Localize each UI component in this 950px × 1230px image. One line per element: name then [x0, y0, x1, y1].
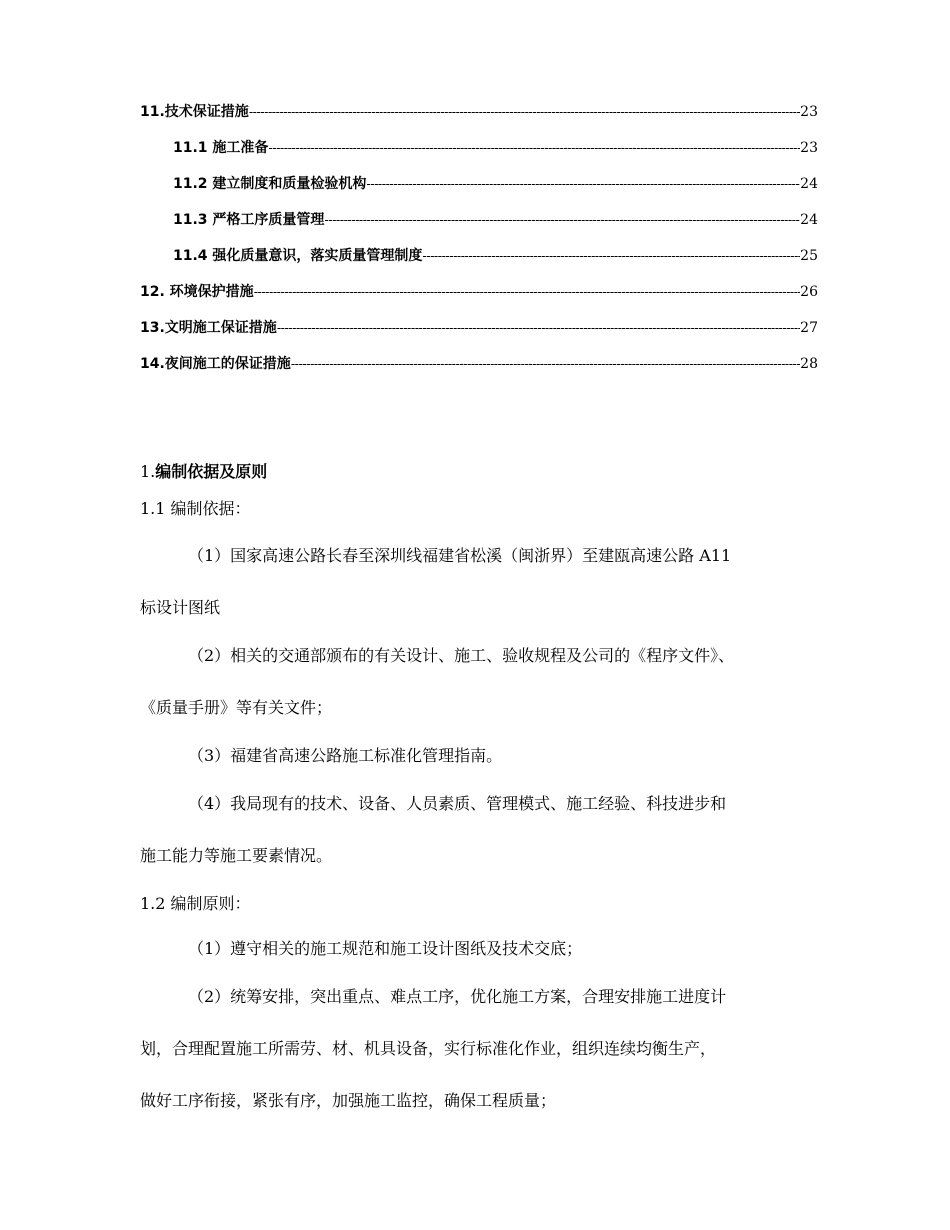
paragraph-line: （3）福建省高速公路施工标准化管理指南。 [188, 746, 503, 765]
toc-entry-11[interactable] [140, 102, 818, 122]
toc-leader-dashes [254, 282, 800, 302]
toc-entry-text: 13.文明施工保证措施 [140, 320, 277, 336]
toc-entry-page: 23 [800, 140, 818, 156]
toc-entry-text: 11.1 施工准备 [173, 140, 269, 156]
section-title: 编制依据及原则 [155, 462, 268, 481]
paragraph-line: 施工能力等施工要素情况。 [140, 846, 333, 865]
toc-entry-page: 24 [800, 212, 818, 228]
toc-entry-page: 28 [800, 356, 818, 372]
subsection-heading-1-1: 1.1 编制依据： [140, 499, 251, 518]
toc-entry-page: 25 [800, 248, 818, 264]
toc-leader-dashes [291, 354, 800, 374]
toc-entry-page: 27 [800, 320, 818, 336]
toc-entry-14[interactable] [140, 354, 818, 374]
toc-entry-text: 11.4 强化质量意识，落实质量管理制度 [173, 248, 423, 264]
paragraph-line: （1）国家高速公路长春至深圳线福建省松溪（闽浙界）至建瓯高速公路 A11 [188, 546, 732, 565]
paragraph-line: 《质量手册》等有关文件； [140, 698, 333, 717]
subsection-heading-1-2: 1.2 编制原则： [140, 894, 251, 913]
toc-entry-11-3[interactable] [173, 210, 818, 230]
toc-entry-page: 26 [800, 284, 818, 300]
paragraph-line: 标设计图纸 [140, 598, 221, 617]
toc-leader-dashes [366, 174, 800, 194]
toc-entry-text: 12. 环境保护措施 [140, 284, 254, 300]
paragraph-line: （4）我局现有的技术、设备、人员素质、管理模式、施工经验、科技进步和 [188, 794, 727, 813]
toc-entry-page: 23 [800, 104, 818, 120]
toc-entry-text: 11.2 建立制度和质量检验机构 [173, 176, 367, 192]
toc-leader-dashes [324, 210, 800, 230]
toc-entry-11-2[interactable] [173, 174, 818, 194]
toc-leader-dashes [249, 102, 800, 122]
toc-entry-text: 11.技术保证措施 [140, 104, 249, 120]
toc-entry-text: 11.3 严格工序质量管理 [173, 212, 325, 228]
toc-entry-page: 24 [800, 176, 818, 192]
paragraph-line: （2）相关的交通部颁布的有关设计、施工、验收规程及公司的《程序文件》、 [188, 646, 735, 665]
toc-entry-11-1[interactable] [173, 138, 818, 158]
paragraph-line: （1）遵守相关的施工规范和施工设计图纸及技术交底； [188, 939, 583, 958]
toc-entry-text: 14.夜间施工的保证措施 [140, 356, 291, 372]
paragraph-line: 划，合理配置施工所需劳、材、机具设备，实行标准化作业，组织连续均衡生产， [140, 1039, 717, 1058]
section-heading [140, 461, 267, 483]
toc-leader-dashes [277, 318, 800, 338]
paragraph-line: （2）统筹安排，突出重点、难点工序，优化施工方案，合理安排施工进度计 [188, 987, 727, 1006]
toc-entry-12[interactable] [140, 282, 818, 302]
toc-entry-11-4[interactable] [173, 246, 818, 266]
toc-leader-dashes [422, 246, 800, 266]
paragraph-line: 做好工序衔接，紧张有序，加强施工监控，确保工程质量； [140, 1091, 557, 1110]
toc-entry-13[interactable] [140, 318, 818, 338]
toc-leader-dashes [268, 138, 800, 158]
section-number: 1. [140, 462, 156, 481]
